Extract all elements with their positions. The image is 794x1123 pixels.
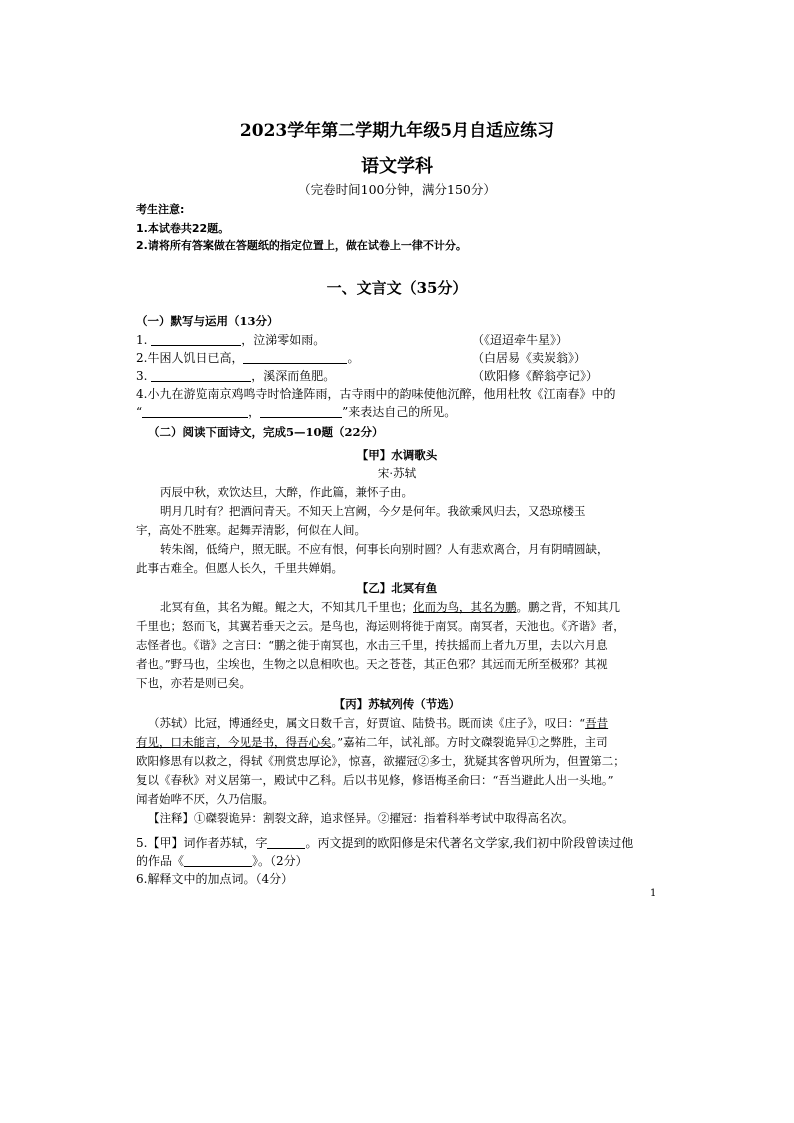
jia-line: 丙辰中秋，欢饮达旦，大醉，作此篇，兼怀子由。 bbox=[160, 485, 413, 499]
exam-title: 2023学年第二学期九年级5月自适应练习 bbox=[239, 121, 555, 141]
q3-text: ，溪深而鱼肥。 bbox=[251, 369, 336, 383]
jia-line: 宇，高处不胜寒。起舞弄清影，何似在人间。 bbox=[136, 523, 366, 537]
jia-line: 转朱阁，低绮户，照无眠。不应有恨，何事长向别时圆？人有悲欢离合，月有阴晴圆缺， bbox=[160, 542, 609, 556]
question-4-line2 bbox=[136, 403, 456, 420]
question-4-line1: 4.小九在游览南京鸡鸣寺时恰逢阵雨，古寺雨中的韵味使他沉醉，他用杜牧《江南春》中的 bbox=[136, 387, 616, 401]
notice-heading: 考生注意: bbox=[136, 203, 185, 216]
q4-separator: ， bbox=[248, 405, 261, 419]
answer-blank bbox=[142, 405, 248, 418]
q2-end: 。 bbox=[347, 351, 360, 365]
bing-note: 【注释】①磔裂诡异：割裂文辞，追求怪异。②擢冠：指着科举考试中取得高名次。 bbox=[148, 811, 574, 825]
bing-line bbox=[136, 734, 608, 750]
question-6: 6.解释文中的加点词。（4分） bbox=[136, 872, 294, 886]
q1-source: （《迢迢牵牛星》） bbox=[472, 333, 569, 347]
notice-item: 1.本试卷共22题。 bbox=[136, 222, 230, 235]
yi-text: 北冥有鱼，其名为鲲。鲲之大，不知其几千里也； bbox=[160, 600, 413, 614]
part2-title: （二）阅读下面诗文，完成5—10题（22分） bbox=[148, 425, 384, 439]
q2-source: （白居易《卖炭翁》） bbox=[472, 351, 587, 365]
q5-text: 。丙文提到的欧阳修是宋代著名文学家,我们初中阶段曾读过他 bbox=[305, 836, 634, 850]
q4-close: ”来表达自己的所见。 bbox=[342, 405, 457, 419]
bing-underlined-text: 吾昔 bbox=[585, 716, 609, 730]
question-5-line1 bbox=[136, 834, 633, 851]
answer-blank bbox=[260, 405, 342, 418]
subject-title: 语文学科 bbox=[361, 156, 433, 177]
jia-title: 【甲】水调歌头 bbox=[356, 448, 438, 462]
jia-author: 宋·苏轼 bbox=[377, 466, 417, 480]
question-2 bbox=[136, 349, 359, 366]
answer-blank bbox=[151, 333, 241, 346]
question-1 bbox=[136, 331, 325, 348]
page-number: 1 bbox=[650, 888, 657, 899]
q3-source: （欧阳修《醉翁亭记》） bbox=[472, 369, 599, 383]
yi-line: 下也，亦若是则已矣。 bbox=[136, 676, 251, 690]
bing-text: （苏轼）比冠，博通经史，属文日数千言，好贾谊、陆贽书。既而读《庄子》，叹曰：“ bbox=[148, 716, 586, 730]
bing-line: 欧阳修思有以救之，得轼《刑赏忠厚论》，惊喜，欲擢冠②多士，犹疑其客曾巩所为，但置第二； bbox=[136, 754, 625, 768]
notice-item: 2.请将所有答案做在答题纸的指定位置上，做在试卷上一律不计分。 bbox=[136, 239, 467, 252]
q1-text: ，泣涕零如雨。 bbox=[241, 333, 326, 347]
bing-line: 闻者始哗不厌，久乃信服。 bbox=[136, 792, 274, 806]
yi-underlined-text: 化而为鸟，其名为鹏 bbox=[413, 600, 517, 614]
answer-blank bbox=[184, 854, 252, 867]
yi-line: 千里也；怒而飞，其翼若垂天之云。是鸟也，海运则将徙于南冥。南冥者，天池也。《齐谐》者， bbox=[136, 619, 625, 633]
bing-title: 【丙】苏轼列传（节选） bbox=[333, 697, 461, 711]
bing-text: 。”嘉祐二年，试礼部。方时文磔裂诡异①之弊胜，主司 bbox=[331, 735, 608, 749]
yi-line: 者也。”野马也，尘埃也，生物之以息相吹也。天之苍苍，其正色邪？其远而无所至极邪？其视 bbox=[136, 657, 608, 671]
part1-title: （一）默写与运用（13分） bbox=[136, 314, 279, 328]
q5-text: 的作品《 bbox=[136, 854, 185, 868]
q5-text: 》。（2分） bbox=[252, 854, 308, 868]
q4-open-quote: “ bbox=[136, 405, 143, 419]
q5-text: 5.【甲】词作者苏轼，字 bbox=[136, 836, 268, 850]
q1-number: 1. bbox=[136, 333, 148, 347]
section-title: 一、文言文（35分） bbox=[326, 279, 468, 297]
yi-line: 志怪者也。《谐》之言曰：“鹏之徙于南冥也，水击三千里，抟扶摇而上者九万里，去以六月息 bbox=[136, 638, 608, 652]
q3-number: 3. bbox=[136, 369, 148, 383]
question-5-line2 bbox=[136, 852, 308, 869]
bing-line: 复以《春秋》对义居第一，殿试中乙科。后以书见修，修语梅圣俞曰：“吾当避此人出一头地。” bbox=[136, 773, 614, 787]
bing-line bbox=[148, 715, 608, 731]
yi-title: 【乙】北冥有鱼 bbox=[356, 581, 438, 595]
answer-blank bbox=[151, 369, 251, 382]
yi-text: 。鹏之背，不知其几 bbox=[516, 600, 620, 614]
question-3 bbox=[136, 367, 335, 384]
yi-line bbox=[160, 599, 620, 615]
q2-text: 2.牛困人饥日已高， bbox=[136, 351, 244, 365]
answer-blank bbox=[243, 351, 347, 364]
jia-line: 此事古难全。但愿人长久，千里共婵娟。 bbox=[136, 561, 343, 575]
jia-line: 明月几时有？把酒问青天。不知天上宫阙，今夕是何年。我欲乘风归去，又恐琼楼玉 bbox=[160, 504, 586, 518]
answer-blank bbox=[267, 836, 305, 849]
bing-underlined-text: 有见，口未能言，今见是书，得吾心矣 bbox=[136, 735, 332, 749]
exam-time: （完卷时间100分钟，满分150分） bbox=[298, 182, 496, 197]
